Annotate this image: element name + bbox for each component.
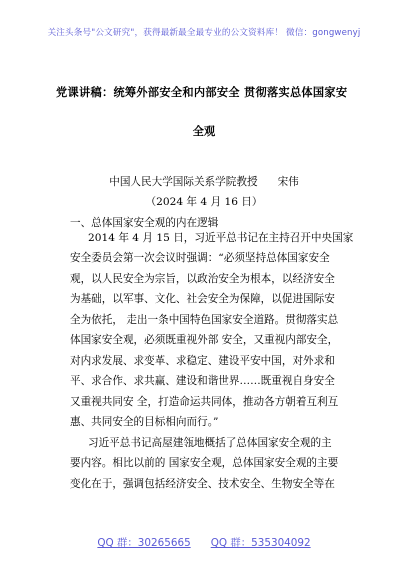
paragraph-1-line: 惠、共同安全的目标相向而行。” xyxy=(70,416,219,428)
paragraph-1-line: 平、求合作、求共赢、建设和谐世界……既重视自身安全 xyxy=(70,375,335,387)
paragraph-1-line: 对内求发展、求变革、求稳定、建设平安中国，对外求和 xyxy=(70,355,335,367)
document-date: （2024 年 4 月 16 日） xyxy=(145,196,263,208)
document-title-line-2: 全观 xyxy=(192,125,216,138)
paragraph-1-line: 为基础，以军事、文化、社会安全为保障，以促进国际安 xyxy=(70,293,335,305)
author-line xyxy=(0,174,408,189)
paragraph-1-line: 体国家安全观，必须既重视外部 安全，又重视内部安全， xyxy=(70,334,339,346)
author-affiliation: 中国人民大学国际关系学院教授 xyxy=(109,176,258,188)
section-heading: 一、总体国家安全观的内在逻辑 xyxy=(70,217,219,229)
footer-qq-groups xyxy=(0,534,408,549)
header-promo-text: 关注头条号"公文研究"，获得最新最全最专业的公文资料库！ 微信：gongwenyj xyxy=(47,28,361,38)
paragraph-2-line: 要内容。相比以前的 国家安全观，总体国家安全观的主要 xyxy=(70,457,339,469)
footer-qq-group-1: QQ 群：30265665 xyxy=(97,537,191,549)
author-name: 宋伟 xyxy=(277,176,299,188)
paragraph-1-line: 全为依托， 走出一条中国特色国家安全道路。贯彻落实总 xyxy=(70,314,339,326)
paragraph-2-line: 习近平总书记高屋建瓴地概括了总体国家安全观的主 xyxy=(88,437,332,449)
paragraph-2-line: 变化在于，强调包括经济安全、技术安全、生物安全等在 xyxy=(70,478,335,490)
paragraph-1-line: 又重视共同安 全，打造命运共同体，推动各方朝着互利互 xyxy=(70,396,339,408)
paragraph-1-line: 2014 年 4 月 15 日，习近平总书记在主持召开中央国家 xyxy=(88,232,354,244)
footer-qq-group-2: QQ 群：535304092 xyxy=(210,537,311,549)
document-title-line-1: 党课讲稿：统筹外部安全和内部安全 贯彻落实总体国家安 xyxy=(56,86,348,99)
paragraph-1-line: 安全委员会第一次会议时强调：“必须坚持总体国家安全 xyxy=(70,252,330,264)
paragraph-1-line: 观，以人民安全为宗旨，以政治安全为根本，以经济安全 xyxy=(70,273,335,285)
